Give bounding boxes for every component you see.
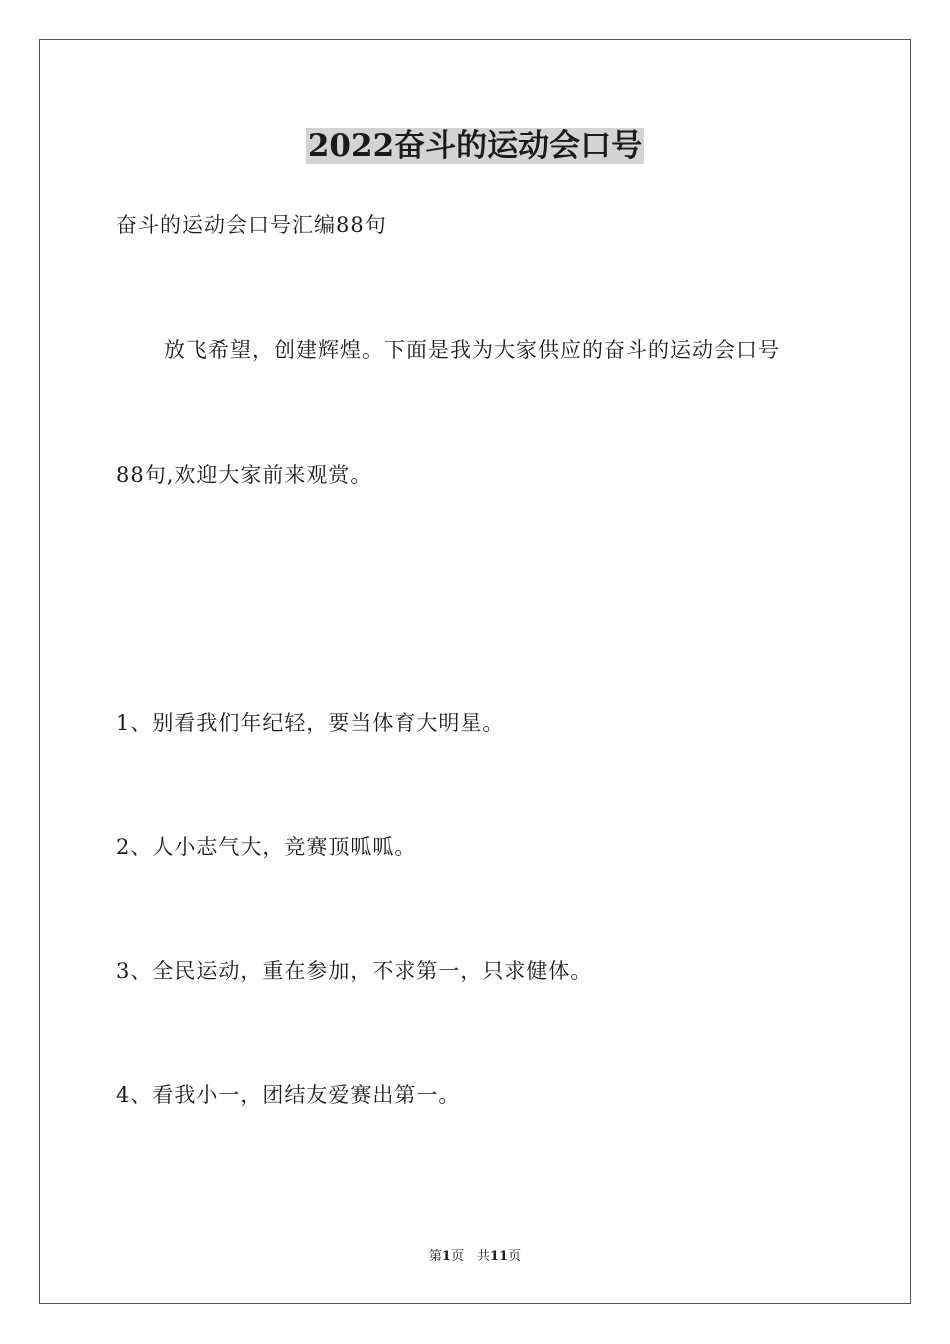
title-text: 2022奋斗的运动会口号 xyxy=(307,128,643,164)
slogan-item-4: 4、看我小一，团结友爱赛出第一。 xyxy=(116,1083,461,1107)
footer-prefix: 第 xyxy=(428,1249,442,1264)
footer-page-number: 1 xyxy=(441,1249,451,1264)
slogan-item-1: 1、别看我们年纪轻，要当体育大明星。 xyxy=(116,711,505,735)
intro-line-1: 放飞希望，创建辉煌。下面是我为大家供应的奋斗的运动会口号 xyxy=(164,338,780,362)
footer-total-pages: 11 xyxy=(489,1249,509,1264)
document-subtitle: 奋斗的运动会口号汇编88句 xyxy=(116,213,387,237)
intro-line-2: 88句,欢迎大家前来观赏。 xyxy=(116,463,373,487)
footer-mid: 页 共 xyxy=(450,1249,490,1264)
slogan-item-2: 2、人小志气大，竞赛顶呱呱。 xyxy=(116,835,417,859)
footer-suffix: 页 xyxy=(508,1249,522,1264)
slogan-item-3: 3、全民运动，重在参加，不求第一，只求健体。 xyxy=(116,959,593,983)
page-footer xyxy=(0,1248,950,1266)
document-title xyxy=(0,124,950,168)
